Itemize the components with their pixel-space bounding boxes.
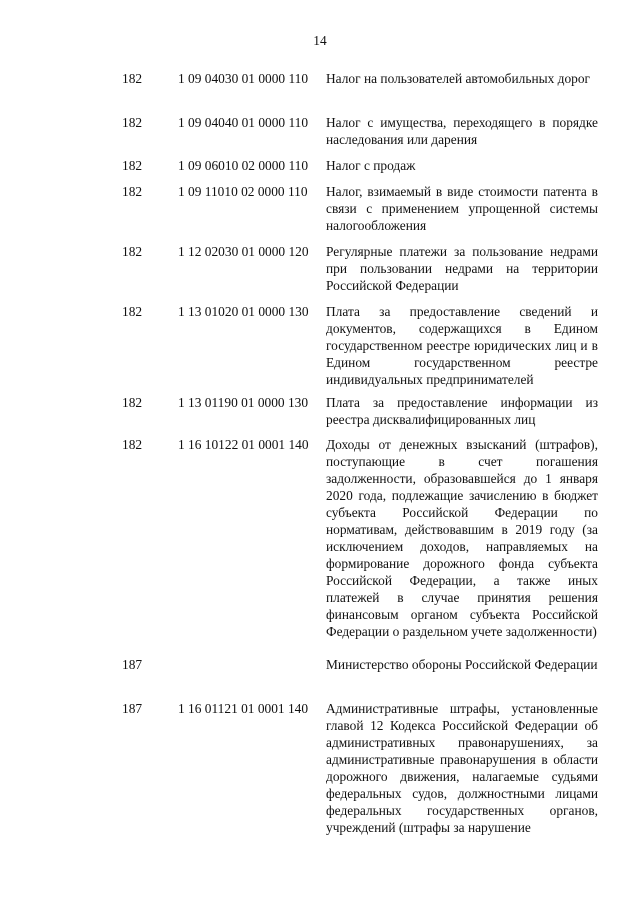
- admin-code: 187: [122, 701, 143, 716]
- budget-classification-code: 1 13 01020 01 0000 130: [178, 304, 309, 319]
- admin-code: 182: [122, 184, 143, 199]
- admin-code: 182: [122, 244, 143, 259]
- revenue-name: Налог на пользователей автомобильных дорог: [326, 71, 591, 86]
- admin-code: 182: [122, 437, 143, 452]
- budget-classification-code: 1 13 01190 01 0000 130: [178, 395, 309, 410]
- ministry-name: Министерство обороны Российской Федерации: [326, 657, 598, 672]
- admin-code: 182: [122, 304, 143, 319]
- revenue-name: Плата за предоставление сведений и документов, содержащихся в Едином государственном реестре юридических лиц и в Едином государственном реестре индивидуальных предпринимателей: [326, 304, 598, 387]
- revenue-name: Доходы от денежных взысканий (штрафов), поступающие в счет погашения задолженности, образовавшейся до 1 января 2020 года, подлежащие зачислению в бюджет субъекта Российской Федерации по нормативам, действовавшим в 2019 году (за исключением доходов, направляемых на формирование дорожного фонда субъекта Российской Федерации, а также иных платежей в случае принятия решения финансовым органом субъекта Российской Федерации о раздельном учете задолженности): [326, 437, 598, 639]
- budget-classification-code: 1 09 11010 02 0000 110: [178, 184, 308, 199]
- revenue-name: Регулярные платежи за пользование недрами при пользовании недрами на территории Российской Федерации: [326, 244, 598, 293]
- admin-code: 187: [122, 657, 143, 672]
- revenue-name: Налог с продаж: [326, 158, 416, 173]
- admin-code: 182: [122, 395, 143, 410]
- admin-code: 182: [122, 158, 143, 173]
- revenue-name: Административные штрафы, установленные главой 12 Кодекса Российской Федерации об административных правонарушениях, за административные правонарушения в области дорожного движения, налагаемые судьями федеральных судов, должностными лицами федеральных государственных органов, учреждений (штрафы за нарушение: [326, 701, 598, 835]
- revenue-name: Плата за предоставление информации из реестра дисквалифицированных лиц: [326, 395, 598, 427]
- page-number: 14: [313, 33, 327, 48]
- budget-classification-code: 1 09 04030 01 0000 110: [178, 71, 309, 86]
- admin-code: 182: [122, 71, 143, 86]
- budget-classification-code: 1 16 10122 01 0001 140: [178, 437, 309, 452]
- admin-code: 182: [122, 115, 143, 130]
- budget-classification-code: 1 12 02030 01 0000 120: [178, 244, 309, 259]
- budget-classification-code: 1 16 01121 01 0001 140: [178, 701, 309, 716]
- budget-classification-code: 1 09 04040 01 0000 110: [178, 115, 309, 130]
- revenue-name: Налог, взимаемый в виде стоимости патента в связи с применением упрощенной системы налогообложения: [326, 184, 598, 233]
- budget-classification-code: 1 09 06010 02 0000 110: [178, 158, 309, 173]
- revenue-name: Налог с имущества, переходящего в порядке наследования или дарения: [326, 115, 598, 147]
